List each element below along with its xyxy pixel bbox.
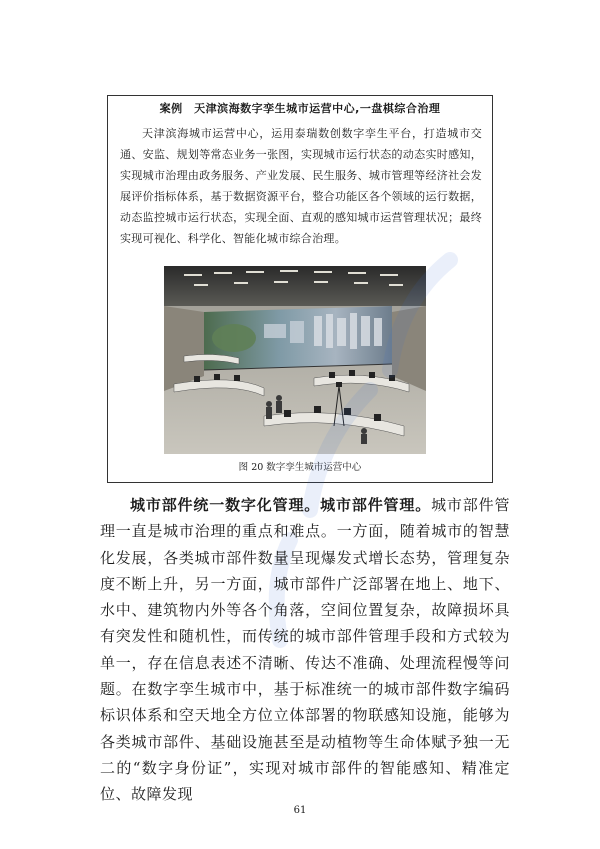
case-study-box: [107, 95, 493, 483]
case-title: 案例 天津滨海数字孪生城市运营中心,一盘棋综合治理: [159, 102, 441, 115]
subsection-heading: 城市部件管理。: [320, 496, 432, 514]
main-paragraph: [100, 492, 510, 808]
operations-center-photo: [164, 266, 426, 454]
section-heading: 城市部件统一数字化管理。: [130, 496, 321, 514]
main-body-text: 城市部件管理一直是城市治理的重点和难点。一方面，随着城市的智慧化发展，各类城市部件数量呈现爆发式增长态势，管理复杂度不断上升，另一方面，城市部件广泛部署在地上、地下、水中、建筑物内外等各个角落，空间位置复杂，故障损坏具有突发性和随机性，而传统的城市部件管理手段和方式较为单一，存在信息表述不清晰、传达不准确、处理流程慢等问题。在数字孪生城市中，基于标准统一的城市部件数字编码标识体系和空天地全方位立体部署的物联感知设施，能够为各类城市部件、基础设施甚至是动植物等生命体赋予独一无二的“数字身份证”，实现对城市部件的智能感知、精准定位、故障发现: [100, 496, 510, 804]
page-number: 61: [293, 805, 307, 816]
case-body-text: 天津滨海城市运营中心，运用泰瑞数创数字孪生平台，打造城市交通、安监、规划等常态业务一张图，实现城市运行状态的动态实时感知，实现城市治理由政务服务、产业发展、民生服务、城市管理等经济社会发展评价指标体系，基于数据资源平台，整合功能区各个领域的运行数据，动态监控城市运行状态，实现全面、直观的感知城市运营管理状况；最终实现可视化、科学化、智能化城市综合治理。: [120, 127, 482, 245]
figure-caption: 图 20 数字孪生城市运营中心: [238, 462, 362, 473]
